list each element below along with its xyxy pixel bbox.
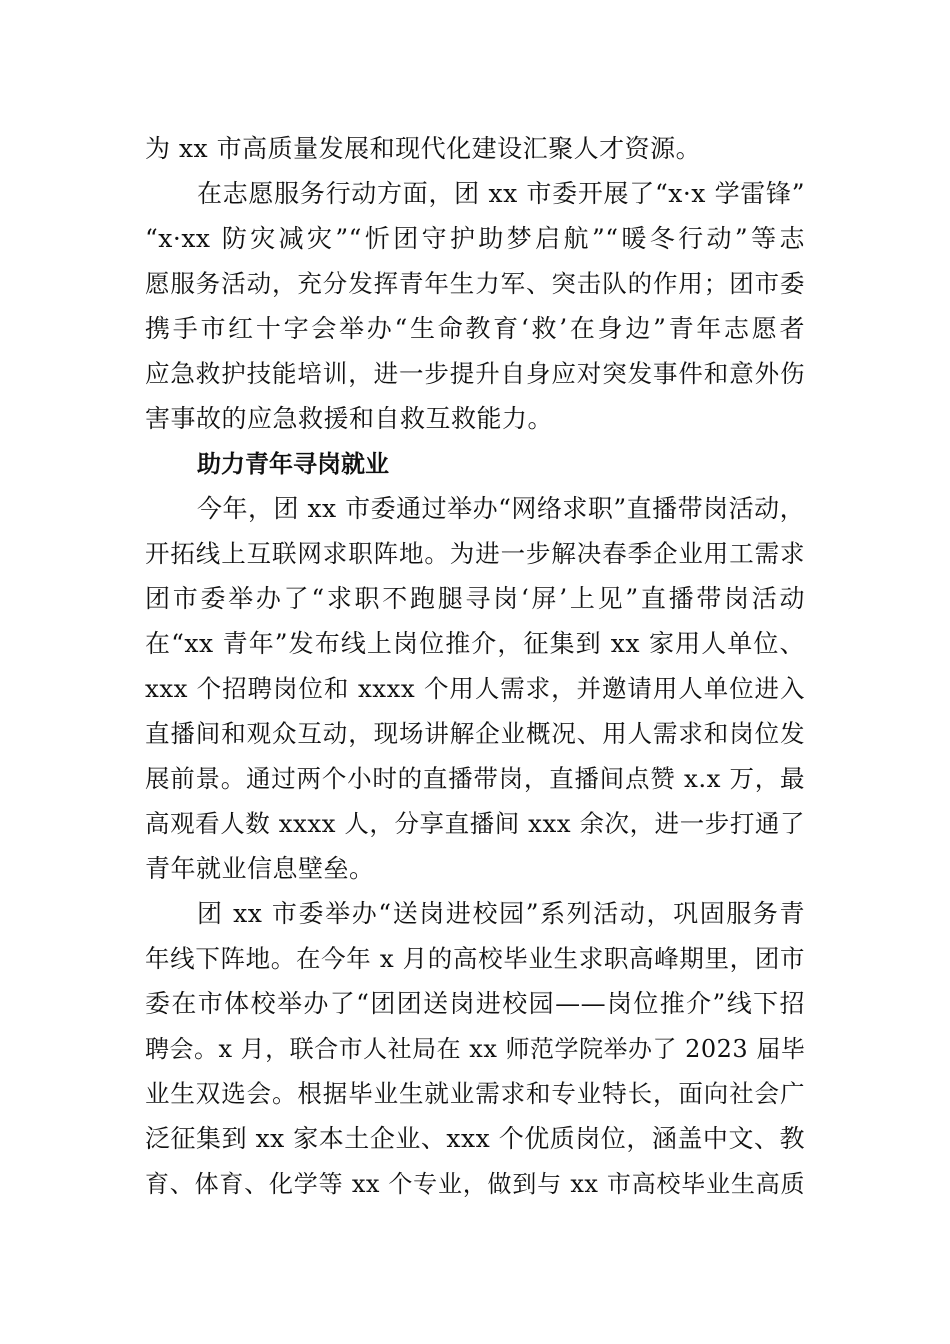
text-line: 青年就业信息壁垒。 — [145, 854, 375, 883]
text-line: 团市委举办了“求职不跑腿寻岗‘屏’上见”直播带岗活动 — [145, 584, 805, 613]
text-line: 业生双选会。根据毕业生就业需求和专业特长，面向社会广 — [145, 1079, 805, 1108]
text-line: 育、体育、化学等 xx 个专业，做到与 xx 市高校毕业生高质 — [145, 1170, 805, 1198]
text-line: 团 xx 市委举办“送岗进校园”系列活动，巩固服务青 — [197, 899, 805, 928]
text-line: 聘会。x 月，联合市人社局在 xx 师范学院举办了 2023 届毕 — [145, 1035, 806, 1063]
text-line: 今年，团 xx 市委通过举办“网络求职”直播带岗活动， — [197, 494, 806, 523]
text-line: 展前景。通过两个小时的直播带岗，直播间点赞 x.x 万，最 — [145, 764, 805, 793]
text-line: 开拓线上互联网求职阵地。为进一步解决春季企业用工需求 — [145, 539, 805, 568]
text-line: 愿服务活动，充分发挥青年生力军、突击队的作用；团市委 — [145, 269, 805, 298]
text-line: 委在市体校举办了“团团送岗进校园——岗位推介”线下招 — [145, 989, 805, 1018]
text-line: 在“xx 青年”发布线上岗位推介，征集到 xx 家用人单位、 — [145, 629, 805, 658]
text-line: 在志愿服务行动方面，团 xx 市委开展了“x·x 学雷锋” — [197, 179, 805, 208]
text-line: 应急救护技能培训，进一步提升自身应对突发事件和意外伤 — [145, 359, 805, 388]
text-line: 害事故的应急救援和自救互救能力。 — [145, 404, 554, 433]
text-line: 直播间和观众互动，现场讲解企业概况、用人需求和岗位发 — [145, 719, 805, 748]
text-line: 携手市红十字会举办“生命教育‘救’在身边”青年志愿者 — [145, 314, 805, 343]
text-line: 年线下阵地。在今年 x 月的高校毕业生求职高峰期里，团市 — [145, 944, 805, 973]
text-line: 泛征集到 xx 家本土企业、xxx 个优质岗位，涵盖中文、教 — [145, 1124, 805, 1153]
section-heading: 助力青年寻岗就业 — [197, 450, 389, 478]
text-line: “x·xx 防灾减灾”“忻团守护助梦启航”“暖冬行动”等志 — [145, 224, 805, 253]
text-line: xxx 个招聘岗位和 xxxx 个用人需求，并邀请用人单位进入 — [145, 674, 805, 703]
text-line: 为 xx 市高质量发展和现代化建设汇聚人才资源。 — [145, 134, 702, 163]
text-line: 高观看人数 xxxx 人，分享直播间 xxx 余次，进一步打通了 — [145, 809, 805, 838]
